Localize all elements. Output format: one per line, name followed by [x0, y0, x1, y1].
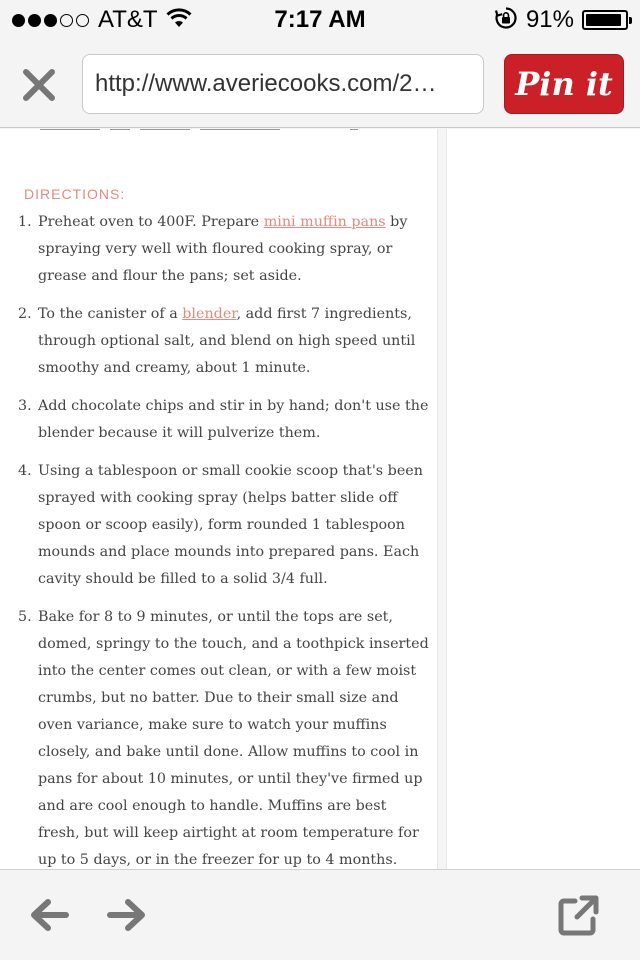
step-text: Add chocolate chips and stir in by hand; don't use the blender because it will pulverize them.: [38, 398, 429, 441]
rotation-lock-icon: [494, 6, 518, 35]
battery-cap: [629, 17, 632, 24]
arrow-right-icon[interactable]: [104, 892, 150, 938]
status-bar: [0, 0, 640, 40]
sidebar-column: [446, 129, 640, 869]
direction-step: [0, 209, 430, 290]
step-text: Using a tablespoon or small cookie scoop that's been sprayed with cooking spray (helps batter slide off spoon or scoop easily), form rounded 1 tablespoon mounds and place mounds into prepared pans. Each cavity should be filled to a solid 3/4 full.: [38, 463, 423, 587]
direction-step: [0, 393, 430, 447]
direction-step: [0, 458, 430, 593]
battery-percent: 91%: [525, 6, 574, 33]
battery-icon: [582, 10, 628, 30]
directions-list: [0, 209, 430, 869]
directions-heading: DIRECTIONS:: [24, 186, 126, 202]
step-number: 5.: [18, 609, 32, 625]
web-content[interactable]: [0, 129, 640, 869]
pin-it-button[interactable]: Pin it: [504, 54, 624, 114]
open-external-icon[interactable]: [556, 892, 602, 938]
arrow-left-icon[interactable]: [26, 892, 72, 938]
step-text: Bake for 8 to 9 minutes, or until the tops are set, domed, springy to the touch, and a toothpick inserted into the center comes out clean, or with a few moist crumbs, but no batter. Due to their small size and oven variance, make sure to watch your muffins closely, and bake until done. Allow muffins to cool in pans for about 10 minutes, or until they've firmed up and are cool enough to handle. Muffins are best fresh, but will keep airtight at room temperature for up to 5 days, or in the freezer for up to 4 months.: [38, 609, 429, 868]
step-number: 3.: [18, 398, 32, 414]
browser-header: [0, 40, 640, 128]
step-text: , add first 7 ingredients, through optional salt, and blend on high speed until smoothy and creamy, about 1 minute.: [38, 306, 416, 376]
battery-fill: [586, 14, 621, 26]
blender-link[interactable]: blender: [182, 306, 237, 322]
url-field[interactable]: http://www.averiecooks.com/2…: [82, 54, 484, 114]
status-right: [494, 6, 628, 34]
carrier-name: AT&T: [98, 6, 158, 33]
step-number: 4.: [18, 463, 32, 479]
step-number: 1.: [18, 214, 32, 230]
cut-off-text: [40, 129, 360, 131]
direction-step: [0, 301, 430, 382]
step-number: 2.: [18, 306, 32, 322]
step-text: by spraying very well with floured cooking spray, or grease and flour the pans; set aside.: [38, 214, 408, 284]
bottom-toolbar: [0, 869, 640, 960]
step-text: Preheat oven to 400F. Prepare: [38, 214, 264, 230]
article-column: [0, 129, 438, 869]
close-icon[interactable]: [18, 64, 60, 106]
direction-step: [0, 604, 430, 869]
step-text: To the canister of a: [38, 306, 183, 322]
mini-muffin-pans-link[interactable]: mini muffin pans: [263, 214, 386, 230]
clock: 7:17 AM: [274, 6, 366, 33]
